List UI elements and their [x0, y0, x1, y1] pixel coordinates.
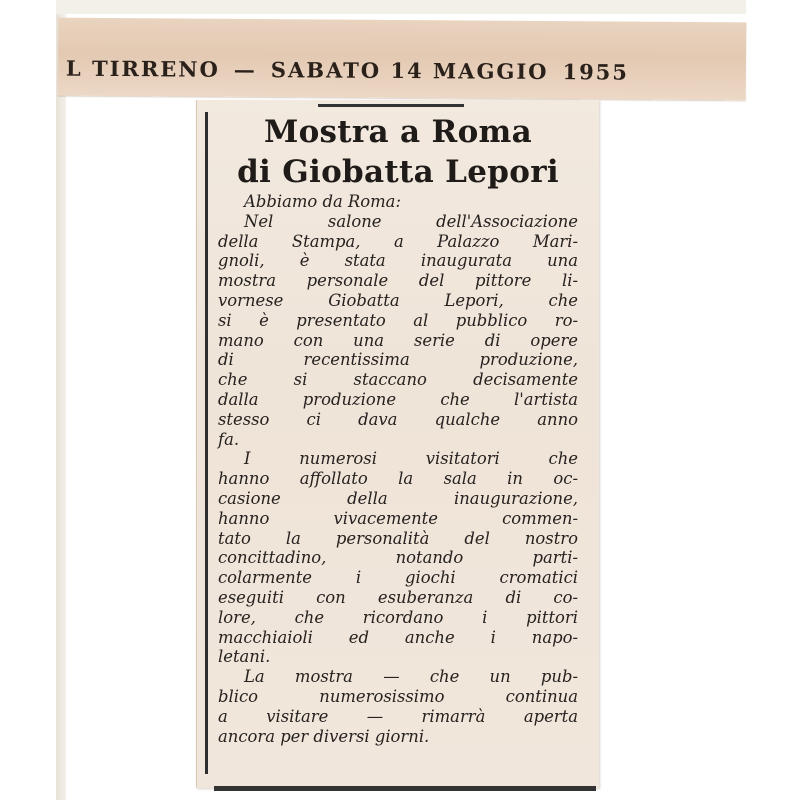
paragraph-2-line: colarmente i giochi cromatici: [218, 568, 578, 588]
scrapbook-page-top: [56, 0, 746, 14]
paragraph-2-line: tato la personalità del nostro: [218, 528, 578, 548]
issue-year: 1955: [562, 59, 630, 85]
paragraph-2-line: eseguiti con esuberanza di co-: [218, 587, 578, 607]
headline-rule-top: [318, 104, 464, 107]
paragraph-2-line: concittadino, notando parti-: [218, 548, 578, 568]
paragraph-1-line: mostra personale del pittore li-: [218, 271, 578, 291]
newspaper-name: L TIRRENO: [65, 55, 220, 82]
paragraph-1-line: fa.: [218, 429, 240, 449]
article-headline: [218, 112, 578, 192]
paragraph-3-line: La mostra — che un pub-: [244, 667, 578, 687]
paragraph-1-line: che si staccano decisamente: [218, 370, 578, 390]
paragraph-3-line: a visitare — rimarrà aperta: [218, 706, 578, 726]
column-rule-left: [205, 112, 208, 774]
paragraph-2-line: casione della inaugurazione,: [218, 488, 578, 508]
paragraph-3-line: ancora per diversi giorni.: [218, 726, 430, 746]
paragraph-2-line: letani.: [218, 647, 271, 667]
issue-date: SABATO 14 MAGGIO: [270, 57, 549, 85]
paragraph-1-line: dalla produzione che l'artista: [218, 389, 578, 409]
paragraph-2-line: hanno affollato la sala in oc-: [218, 469, 578, 489]
paragraph-1-line: Nel salone dell'Associazione: [244, 211, 578, 231]
newspaper-masthead-clipping: [58, 18, 747, 101]
paragraph-1-line: di recentissima produzione,: [218, 350, 578, 370]
paragraph-2-line: lore, che ricordano i pittori: [218, 607, 578, 627]
paragraph-1-line: gnoli, è stata inaugurata una: [218, 251, 578, 271]
headline-line-2: di Giobatta Lepori: [237, 154, 559, 190]
scrapbook-page-edge: [56, 0, 66, 800]
article-greeting: Abbiamo da Roma:: [244, 192, 401, 211]
paragraph-1-line: mano con una serie di opere: [218, 330, 578, 350]
paragraph-2-line: macchiaioli ed anche i napo-: [218, 627, 578, 647]
headline-line-1: Mostra a Roma: [263, 114, 533, 150]
paragraph-3-line: blico numerosissimo continua: [218, 686, 578, 706]
paragraph-1-line: si è presentato al pubblico ro-: [218, 310, 578, 330]
paragraph-1-line: della Stampa, a Palazzo Mari-: [218, 231, 578, 251]
column-rule-bottom: [214, 786, 596, 791]
paragraph-2-line: I numerosi visitatori che: [244, 449, 578, 469]
paragraph-1-line: stesso ci dava qualche anno: [218, 409, 578, 429]
masthead-line: [66, 56, 766, 86]
masthead-dash: —: [233, 56, 257, 82]
paragraph-1-line: vornese Giobatta Lepori, che: [218, 290, 578, 310]
paragraph-2-line: hanno vivacemente commen-: [218, 508, 578, 528]
article-body: [218, 192, 578, 746]
